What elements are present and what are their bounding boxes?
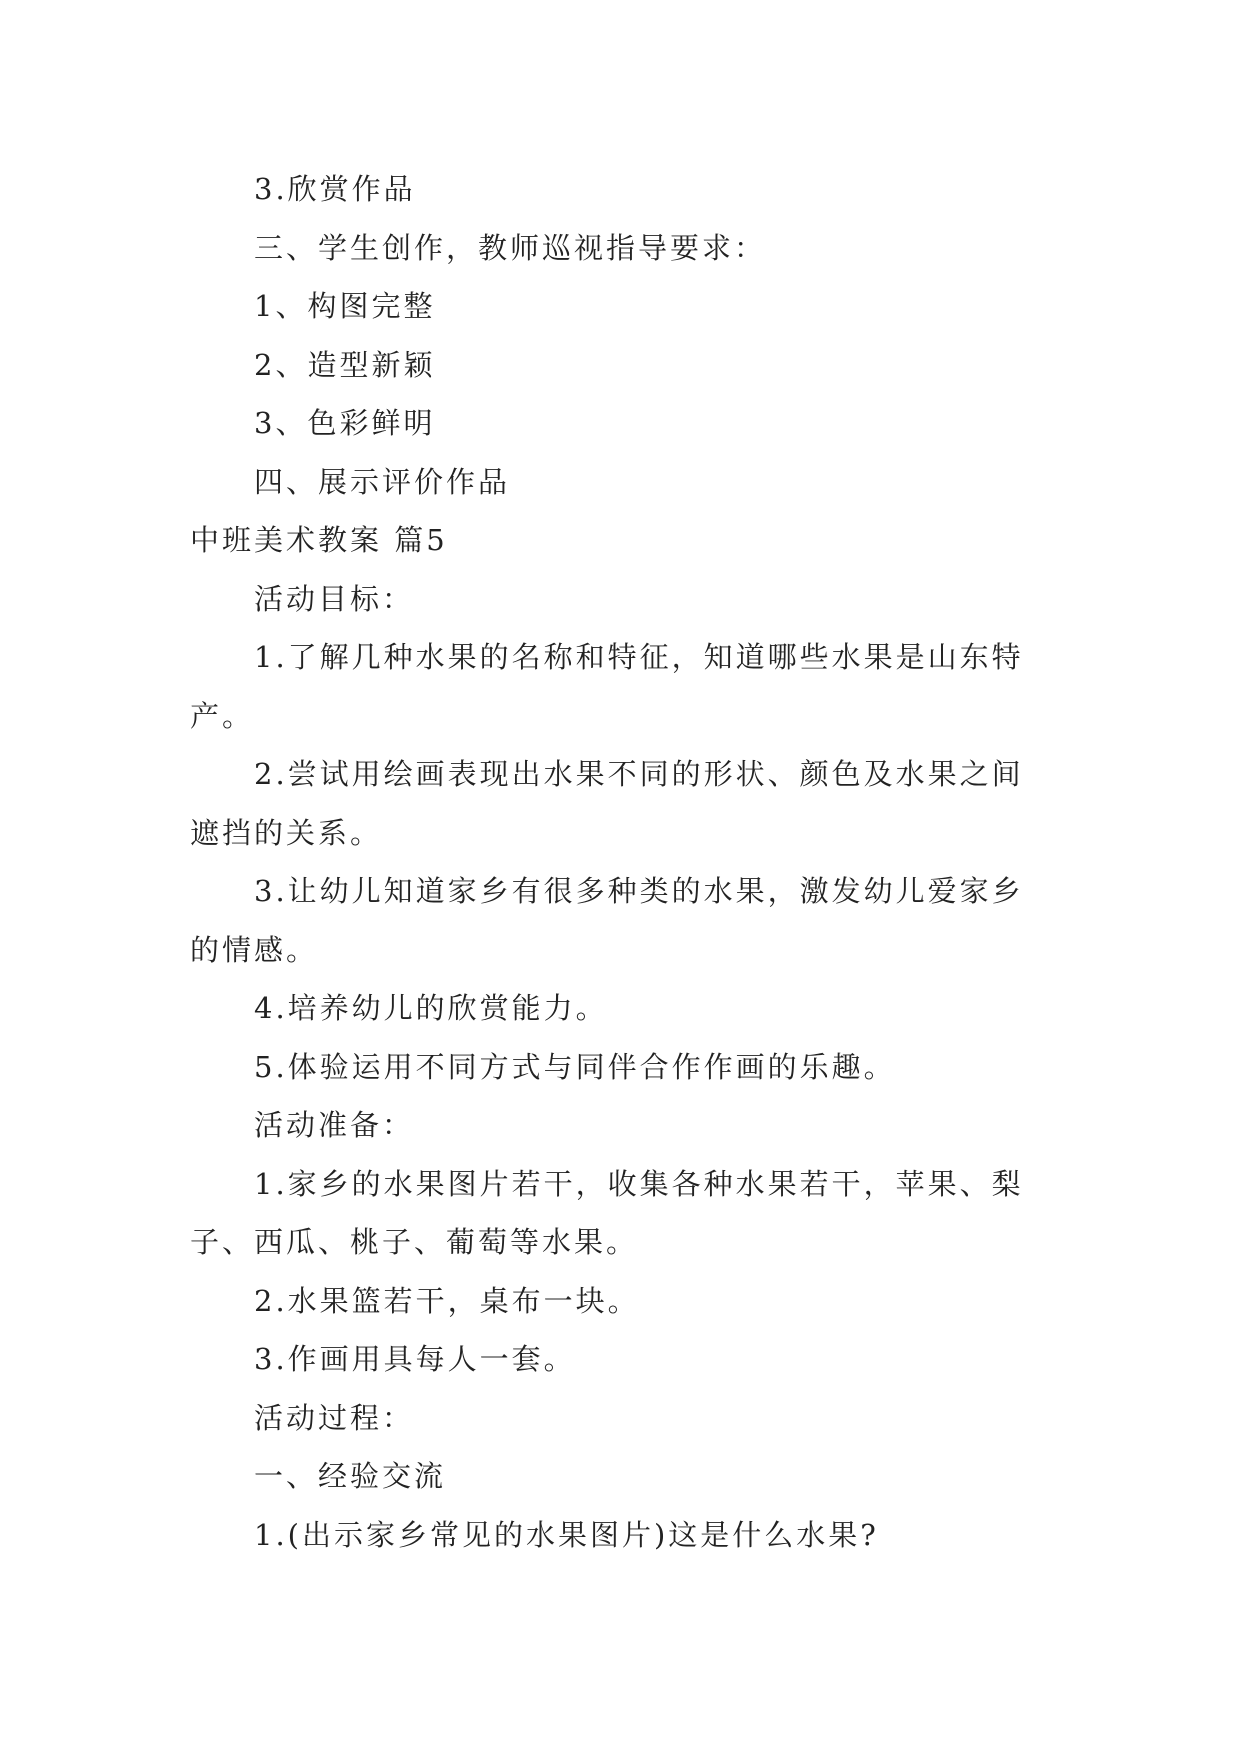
paragraph: 4.培养幼儿的欣赏能力。 (254, 991, 608, 1025)
paragraph: 1.了解几种水果的名称和特征，知道哪些水果是山东特产。 (190, 640, 1024, 733)
paragraph: 3.欣赏作品 (254, 172, 416, 206)
paragraph: 2、造型新颖 (254, 347, 436, 382)
document-body (190, 160, 1050, 1564)
paragraph: 3.作画用具每人一套。 (254, 1342, 576, 1376)
paragraph: 1、构图完整 (254, 289, 436, 323)
paragraph: 活动过程： (254, 1400, 415, 1435)
section-heading: 中班美术教案 篇5 (190, 523, 448, 557)
paragraph: 5.体验运用不同方式与同伴合作作画的乐趣。 (254, 1049, 896, 1084)
paragraph: 三、学生创作，教师巡视指导要求： (254, 230, 767, 265)
paragraph: 活动目标： (254, 581, 415, 616)
paragraph: 活动准备： (254, 1108, 415, 1142)
paragraph: 1.(出示家乡常见的水果图片)这是什么水果? (254, 1517, 879, 1552)
paragraph: 3、色彩鲜明 (254, 406, 436, 440)
paragraph: 一、经验交流 (254, 1459, 447, 1493)
paragraph: 2.尝试用绘画表现出水果不同的形状、颜色及水果之间遮挡的关系。 (190, 757, 1024, 850)
paragraph: 1.家乡的水果图片若干，收集各种水果若干，苹果、梨子、西瓜、桃子、葡萄等水果。 (190, 1166, 1024, 1259)
paragraph: 2.水果篮若干，桌布一块。 (254, 1283, 640, 1318)
paragraph: 四、展示评价作品 (254, 464, 511, 499)
paragraph: 3.让幼儿知道家乡有很多种类的水果，激发幼儿爱家乡的情感。 (190, 874, 1024, 967)
